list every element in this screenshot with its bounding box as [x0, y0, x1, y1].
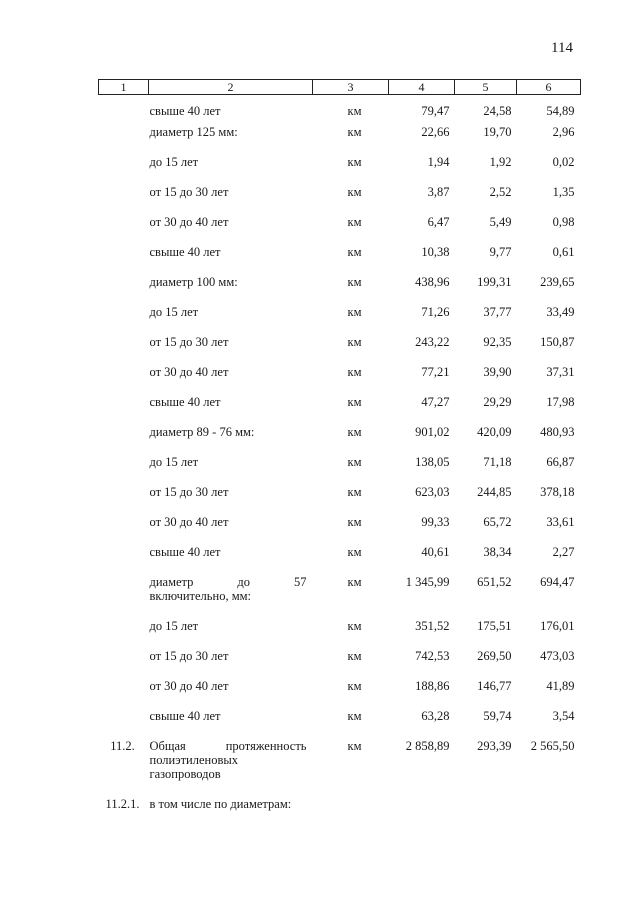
- row-value-col4: 63,28: [421, 709, 450, 723]
- row-unit: км: [347, 335, 362, 349]
- row-name: в том числе по диаметрам:: [149, 797, 292, 811]
- row-value-col5: 420,09: [477, 425, 512, 439]
- table-row: [99, 125, 581, 155]
- row-value-col6: 41,89: [546, 679, 575, 693]
- table-row: [99, 305, 581, 335]
- row-name: до 15 лет: [149, 305, 199, 319]
- row-value-col4: 1,94: [427, 155, 450, 169]
- row-unit: км: [347, 305, 362, 319]
- row-value-col6: 0,02: [552, 155, 575, 169]
- row-value-col4: 6,47: [427, 215, 450, 229]
- row-unit: км: [347, 395, 362, 409]
- row-unit: км: [347, 545, 362, 559]
- row-value-col4: [389, 797, 455, 827]
- row-number: [99, 515, 149, 545]
- row-unit: км: [347, 739, 362, 753]
- row-name: от 30 до 40 лет: [149, 679, 229, 693]
- table-row: [99, 619, 581, 649]
- row-value-col4: 742,53: [415, 649, 450, 663]
- row-number: [99, 95, 149, 126]
- row-value-col5: 244,85: [477, 485, 512, 499]
- row-number: [99, 365, 149, 395]
- row-value-col5: 24,58: [483, 104, 512, 118]
- row-value-col5: [455, 797, 517, 827]
- row-value-col5: 1,92: [489, 155, 512, 169]
- row-name: свыше 40 лет: [149, 104, 221, 118]
- row-value-col5: 146,77: [477, 679, 512, 693]
- row-name: свыше 40 лет: [149, 245, 221, 259]
- row-unit: км: [347, 245, 362, 259]
- table-row: [99, 215, 581, 245]
- table-row: [99, 739, 581, 797]
- row-value-col5: 38,34: [483, 545, 512, 559]
- row-number: [99, 709, 149, 739]
- row-unit: км: [347, 575, 362, 589]
- table-row: [99, 335, 581, 365]
- row-name: от 30 до 40 лет: [149, 515, 229, 529]
- table-row: [99, 709, 581, 739]
- row-unit: км: [347, 485, 362, 499]
- row-unit: км: [347, 649, 362, 663]
- header-cell: 2: [149, 80, 313, 95]
- row-value-col6: 37,31: [546, 365, 575, 379]
- row-unit: [313, 797, 389, 827]
- header-row: [99, 80, 581, 95]
- row-number: [99, 185, 149, 215]
- row-number: [99, 215, 149, 245]
- row-number: [99, 619, 149, 649]
- row-unit: км: [347, 709, 362, 723]
- row-value-col6: 2 565,50: [530, 739, 575, 753]
- row-value-col4: 22,66: [421, 125, 450, 139]
- row-value-col4: 40,61: [421, 545, 450, 559]
- row-value-col6: 2,27: [552, 545, 575, 559]
- row-number: [99, 545, 149, 575]
- row-value-col4: 2 858,89: [405, 739, 450, 753]
- row-unit: км: [347, 275, 362, 289]
- table-row: [99, 679, 581, 709]
- row-value-col6: 2,96: [552, 125, 575, 139]
- row-name: свыше 40 лет: [149, 709, 221, 723]
- page-number: 114: [551, 40, 573, 56]
- table-row: [99, 649, 581, 679]
- row-name: свыше 40 лет: [149, 545, 221, 559]
- row-value-col5: 175,51: [477, 619, 512, 633]
- table-row: [99, 395, 581, 425]
- row-value-col6: 0,61: [552, 245, 575, 259]
- row-number: [99, 155, 149, 185]
- row-number: [99, 425, 149, 455]
- row-value-col5: 19,70: [483, 125, 512, 139]
- row-name: до 15 лет: [149, 455, 199, 469]
- row-value-col6: 54,89: [546, 104, 575, 118]
- row-number: [99, 485, 149, 515]
- row-value-col4: 79,47: [421, 104, 450, 118]
- row-value-col6: 1,35: [552, 185, 575, 199]
- row-value-col5: 2,52: [489, 185, 512, 199]
- row-number: [99, 679, 149, 709]
- row-value-col6: 378,18: [540, 485, 575, 499]
- row-name: диаметр 125 мм:: [149, 125, 238, 139]
- table-row: [99, 545, 581, 575]
- table-row: [99, 95, 581, 126]
- table-row: [99, 365, 581, 395]
- row-value-col6: 3,54: [552, 709, 575, 723]
- row-value-col4: 188,86: [415, 679, 450, 693]
- row-value-col5: 293,39: [477, 739, 512, 753]
- row-value-col6: 473,03: [540, 649, 575, 663]
- row-value-col5: 37,77: [483, 305, 512, 319]
- row-name: от 15 до 30 лет: [149, 335, 229, 349]
- row-value-col4: 99,33: [421, 515, 450, 529]
- row-name: Общая протяженность полиэтиленовых газопроводов: [149, 739, 307, 781]
- row-number: [99, 305, 149, 335]
- row-number: [99, 125, 149, 155]
- row-value-col6: 66,87: [546, 455, 575, 469]
- row-name: от 15 до 30 лет: [149, 185, 229, 199]
- row-value-col5: 29,29: [483, 395, 512, 409]
- row-value-col4: 77,21: [421, 365, 450, 379]
- row-name: от 30 до 40 лет: [149, 365, 229, 379]
- header-cell: 6: [517, 80, 581, 95]
- row-unit: км: [347, 365, 362, 379]
- row-number: [99, 275, 149, 305]
- table-row: [99, 575, 581, 619]
- row-unit: км: [347, 455, 362, 469]
- row-name: свыше 40 лет: [149, 395, 221, 409]
- row-number: [99, 649, 149, 679]
- row-value-col5: 39,90: [483, 365, 512, 379]
- row-value-col4: 1 345,99: [405, 575, 450, 589]
- row-value-col4: 438,96: [415, 275, 450, 289]
- row-number: [99, 335, 149, 365]
- row-number: [99, 245, 149, 275]
- row-value-col6: 694,47: [540, 575, 575, 589]
- table-row: [99, 275, 581, 305]
- row-name: до 15 лет: [149, 155, 199, 169]
- row-value-col4: 71,26: [421, 305, 450, 319]
- table-row: [99, 245, 581, 275]
- row-unit: км: [347, 515, 362, 529]
- header-cell: 4: [389, 80, 455, 95]
- row-value-col5: 9,77: [489, 245, 512, 259]
- row-name: от 15 до 30 лет: [149, 649, 229, 663]
- row-value-col4: 243,22: [415, 335, 450, 349]
- row-value-col4: 901,02: [415, 425, 450, 439]
- row-value-col4: 623,03: [415, 485, 450, 499]
- row-value-col6: 17,98: [546, 395, 575, 409]
- table-row: [99, 185, 581, 215]
- row-value-col5: 92,35: [483, 335, 512, 349]
- table-row: [99, 155, 581, 185]
- row-number: [99, 455, 149, 485]
- row-value-col6: 33,49: [546, 305, 575, 319]
- row-unit: км: [347, 425, 362, 439]
- row-unit: км: [347, 185, 362, 199]
- row-value-col4: 138,05: [415, 455, 450, 469]
- row-value-col6: 150,87: [540, 335, 575, 349]
- row-value-col6: 0,98: [552, 215, 575, 229]
- row-value-col6: 480,93: [540, 425, 575, 439]
- header-cell: 5: [455, 80, 517, 95]
- row-value-col6: 33,61: [546, 515, 575, 529]
- header-cell: 3: [313, 80, 389, 95]
- row-number: 11.2.: [110, 739, 135, 753]
- table-row: [99, 455, 581, 485]
- row-number: 11.2.1.: [105, 797, 140, 811]
- header-cell: 1: [99, 80, 149, 95]
- row-value-col5: 651,52: [477, 575, 512, 589]
- row-value-col4: 351,52: [415, 619, 450, 633]
- row-value-col5: 269,50: [477, 649, 512, 663]
- row-value-col5: 59,74: [483, 709, 512, 723]
- row-value-col4: 3,87: [427, 185, 450, 199]
- row-value-col5: 65,72: [483, 515, 512, 529]
- table-body: [99, 95, 581, 828]
- row-name: от 15 до 30 лет: [149, 485, 229, 499]
- row-number: [99, 575, 149, 619]
- row-value-col6: 239,65: [540, 275, 575, 289]
- row-unit: км: [347, 104, 362, 118]
- row-value-col4: 10,38: [421, 245, 450, 259]
- row-number: [99, 395, 149, 425]
- row-name: диаметр до 57 включительно, мм:: [149, 575, 307, 603]
- row-name: от 30 до 40 лет: [149, 215, 229, 229]
- row-value-col5: 71,18: [483, 455, 512, 469]
- table-row: [99, 485, 581, 515]
- row-value-col5: 199,31: [477, 275, 512, 289]
- row-name: диаметр 100 мм:: [149, 275, 238, 289]
- row-value-col6: [517, 797, 581, 827]
- row-unit: км: [347, 619, 362, 633]
- row-unit: км: [347, 125, 362, 139]
- table-row: [99, 797, 581, 827]
- row-name: диаметр 89 - 76 мм:: [149, 425, 255, 439]
- row-unit: км: [347, 215, 362, 229]
- table-row: [99, 425, 581, 455]
- row-value-col4: 47,27: [421, 395, 450, 409]
- row-unit: км: [347, 155, 362, 169]
- row-value-col6: 176,01: [540, 619, 575, 633]
- row-name: до 15 лет: [149, 619, 199, 633]
- table-row: [99, 515, 581, 545]
- row-unit: км: [347, 679, 362, 693]
- row-value-col5: 5,49: [489, 215, 512, 229]
- data-table: [98, 79, 581, 827]
